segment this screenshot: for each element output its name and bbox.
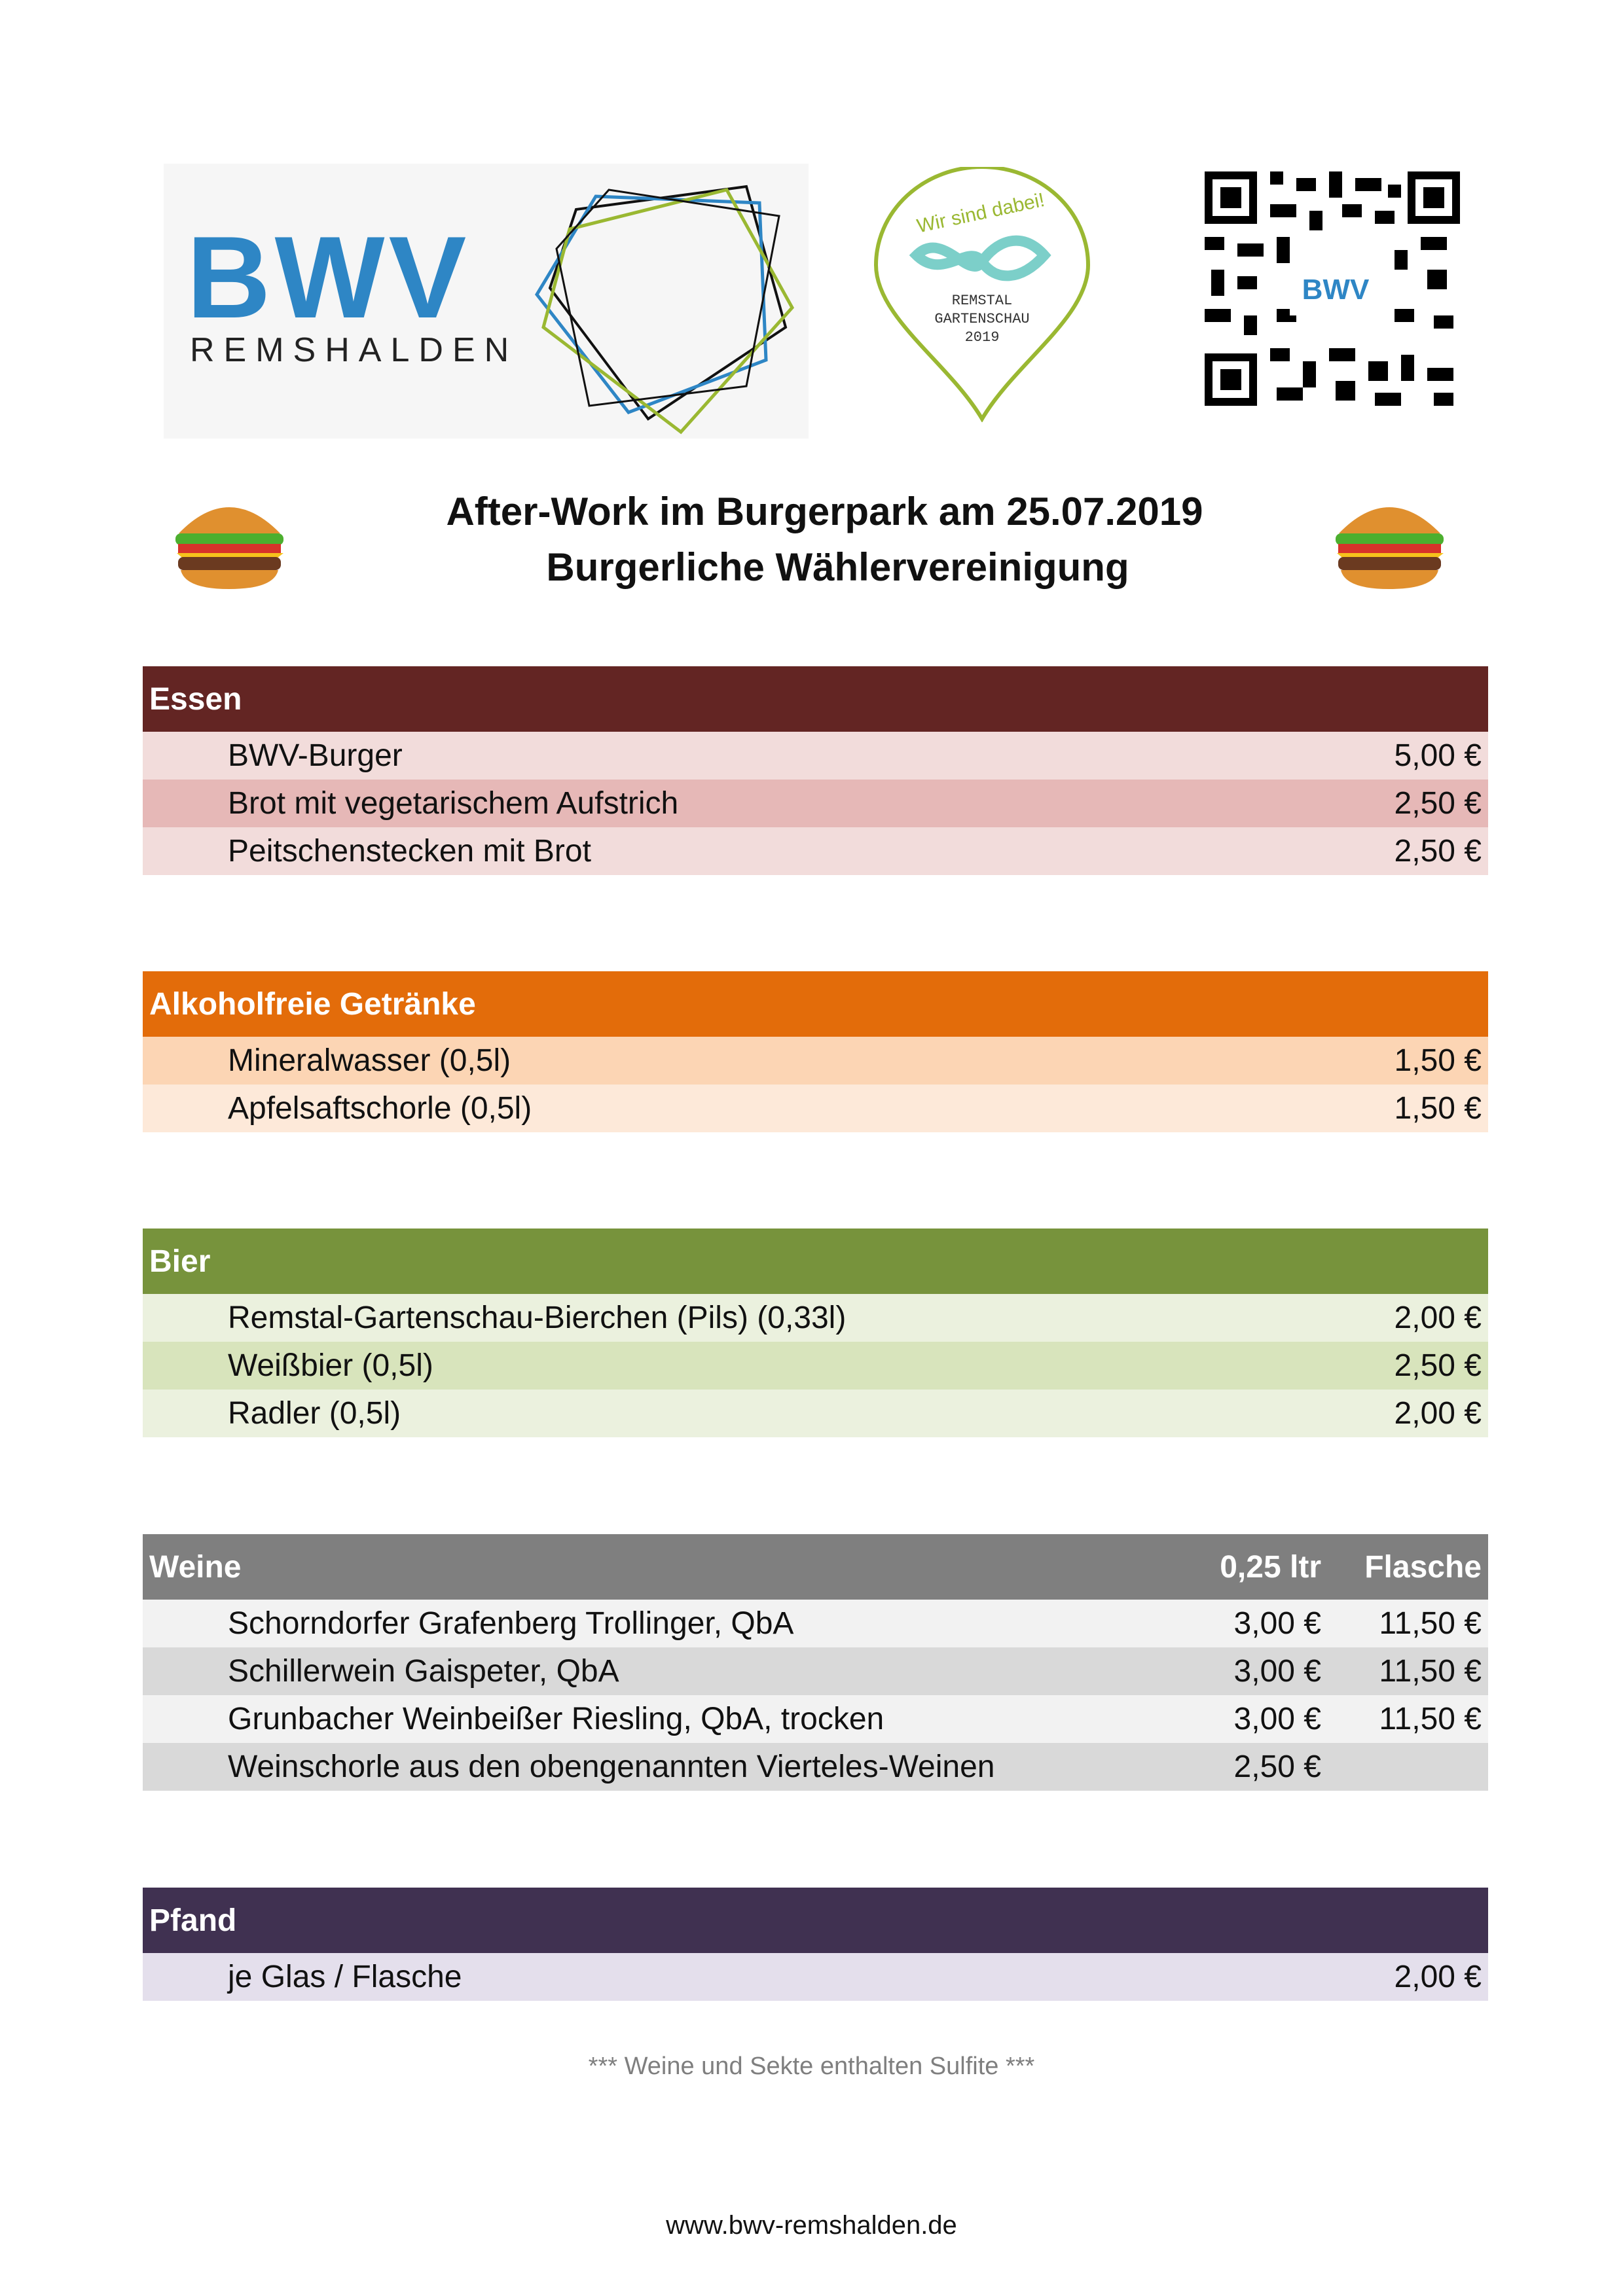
menu-item-price: 2,00 € <box>1394 1300 1482 1335</box>
menu-item-price: 1,50 € <box>1394 1043 1482 1078</box>
menu-row <box>143 827 1488 875</box>
menu-item-price: 2,50 € <box>1394 834 1482 869</box>
menu-row <box>143 1743 1488 1791</box>
section-title: Weine <box>149 1549 242 1585</box>
menu-item-price: 5,00 € <box>1394 738 1482 773</box>
footer-url[interactable]: www.bwv-remshalden.de <box>666 2211 957 2240</box>
column-header-bottle: Flasche <box>1364 1549 1482 1585</box>
menu-item-name: Schillerwein Gaispeter, QbA <box>228 1654 619 1689</box>
section-title: Alkoholfreie Getränke <box>149 986 476 1022</box>
menu-row <box>143 1390 1488 1437</box>
menu-row <box>143 1037 1488 1085</box>
menu-row <box>143 1953 1488 2001</box>
section-title: Pfand <box>149 1903 237 1938</box>
qr-code-icon[interactable] <box>1205 171 1460 406</box>
section-header <box>143 1888 1488 1953</box>
menu-item-name: BWV-Burger <box>228 738 403 773</box>
menu-section-alkoholfrei <box>143 971 1488 1132</box>
menu-item-price-bottle: 11,50 € <box>1379 1654 1482 1689</box>
menu-item-price-glass: 3,00 € <box>1233 1654 1321 1689</box>
section-header <box>143 666 1488 732</box>
menu-item-price-bottle: 11,50 € <box>1379 1606 1482 1641</box>
sulfite-note: *** Weine und Sekte enthalten Sulfite *** <box>588 2053 1035 2080</box>
menu-row <box>143 1600 1488 1647</box>
menu-row <box>143 1647 1488 1695</box>
gartenschau-line2: GARTENSCHAU <box>934 311 1030 327</box>
menu-item-name: Peitschenstecken mit Brot <box>228 834 591 869</box>
menu-section-pfand <box>143 1888 1488 2001</box>
menu-item-name: je Glas / Flasche <box>228 1960 462 1994</box>
menu-item-price: 2,00 € <box>1394 1396 1482 1431</box>
menu-row <box>143 1342 1488 1390</box>
menu-row <box>143 780 1488 827</box>
menu-row <box>143 1085 1488 1132</box>
menu-row <box>143 1695 1488 1743</box>
qr-center-label: BWV <box>1302 274 1370 306</box>
section-title: Essen <box>149 681 242 717</box>
menu-item-price-glass: 2,50 € <box>1233 1749 1321 1784</box>
section-header <box>143 971 1488 1037</box>
menu-item-name: Brot mit vegetarischem Aufstrich <box>228 786 679 821</box>
menu-item-price-bottle: 11,50 € <box>1379 1702 1482 1736</box>
menu-row <box>143 732 1488 780</box>
location-pin-icon <box>871 167 1093 422</box>
menu-item-name: Schorndorfer Grafenberg Trollinger, QbA <box>228 1606 794 1641</box>
menu-item-price-glass: 3,00 € <box>1233 1606 1321 1641</box>
menu-item-price: 2,50 € <box>1394 786 1482 821</box>
page-subtitle: Burgerliche Wählervereinigung <box>546 545 1129 589</box>
menu-item-name: Weinschorle aus den obengenannten Vierteles-Weinen <box>228 1749 995 1784</box>
pentagon-outline-icon <box>530 177 805 439</box>
bwv-logo-subtitle: REMSHALDEN <box>190 331 519 369</box>
menu-item-name: Apfelsaftschorle (0,5l) <box>228 1091 532 1126</box>
menu-item-name: Mineralwasser (0,5l) <box>228 1043 511 1078</box>
gartenschau-year: 2019 <box>964 329 1000 346</box>
menu-item-name: Weißbier (0,5l) <box>228 1348 433 1383</box>
section-header <box>143 1229 1488 1294</box>
menu-item-price: 2,50 € <box>1394 1348 1482 1383</box>
menu-item-price-glass: 3,00 € <box>1233 1702 1321 1736</box>
menu-section-bier <box>143 1229 1488 1437</box>
menu-item-price: 2,00 € <box>1394 1960 1482 1994</box>
menu-row <box>143 1294 1488 1342</box>
section-title: Bier <box>149 1244 211 1279</box>
page-title: After-Work im Burgerpark am 25.07.2019 <box>446 490 1203 533</box>
menu-item-name: Remstal-Gartenschau-Bierchen (Pils) (0,33l) <box>228 1300 847 1335</box>
menu-item-price: 1,50 € <box>1394 1091 1482 1126</box>
menu-item-name: Radler (0,5l) <box>228 1396 401 1431</box>
column-header-glass: 0,25 ltr <box>1220 1549 1321 1585</box>
menu-item-name: Grunbacher Weinbeißer Riesling, QbA, trocken <box>228 1702 884 1736</box>
menu-section-weine <box>143 1534 1488 1791</box>
bwv-logo-text: BWV <box>187 212 471 342</box>
gartenschau-line1: REMSTAL <box>951 293 1013 309</box>
gartenschau-slogan: Wir sind dabei! <box>915 188 1047 238</box>
menu-section-essen <box>143 666 1488 875</box>
section-header <box>143 1534 1488 1600</box>
